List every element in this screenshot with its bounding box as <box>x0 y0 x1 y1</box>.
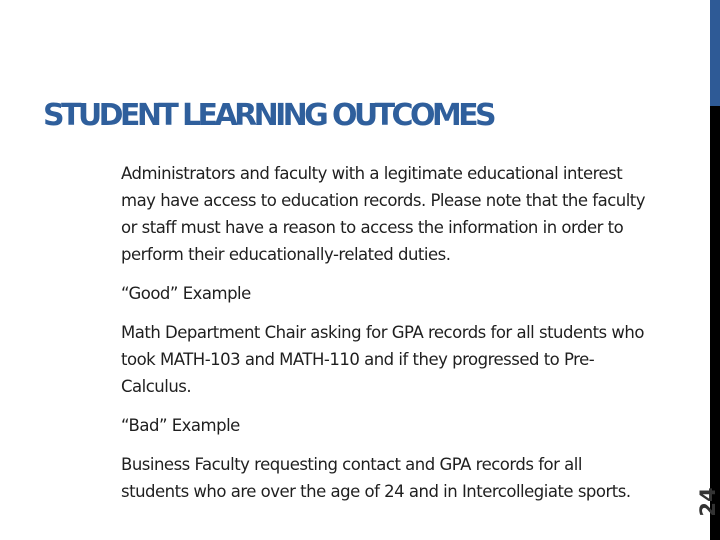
good-example-text: Math Department Chair asking for GPA records for all students who took MATH-103 and MATH-110 and if they progressed to Pre-Calculus. <box>121 323 644 396</box>
slide-title: STUDENT LEARNING OUTCOMES <box>43 98 494 133</box>
intro-paragraph: Administrators and faculty with a legitimate educational interest may have access to education records. Please note that the faculty or staff must have a reason to access the information in order to perform their educationally-related duties. <box>121 164 646 264</box>
right-edge-accent <box>710 0 720 106</box>
bad-example-heading: “Bad” Example <box>121 416 240 435</box>
bad-example-text: Business Faculty requesting contact and GPA records for all students who are over the age of 24 and in Intercollegiate sports. <box>121 455 631 501</box>
good-example-heading: “Good” Example <box>121 284 251 303</box>
slide-body <box>121 160 651 505</box>
slide-number: 24 <box>696 487 720 517</box>
